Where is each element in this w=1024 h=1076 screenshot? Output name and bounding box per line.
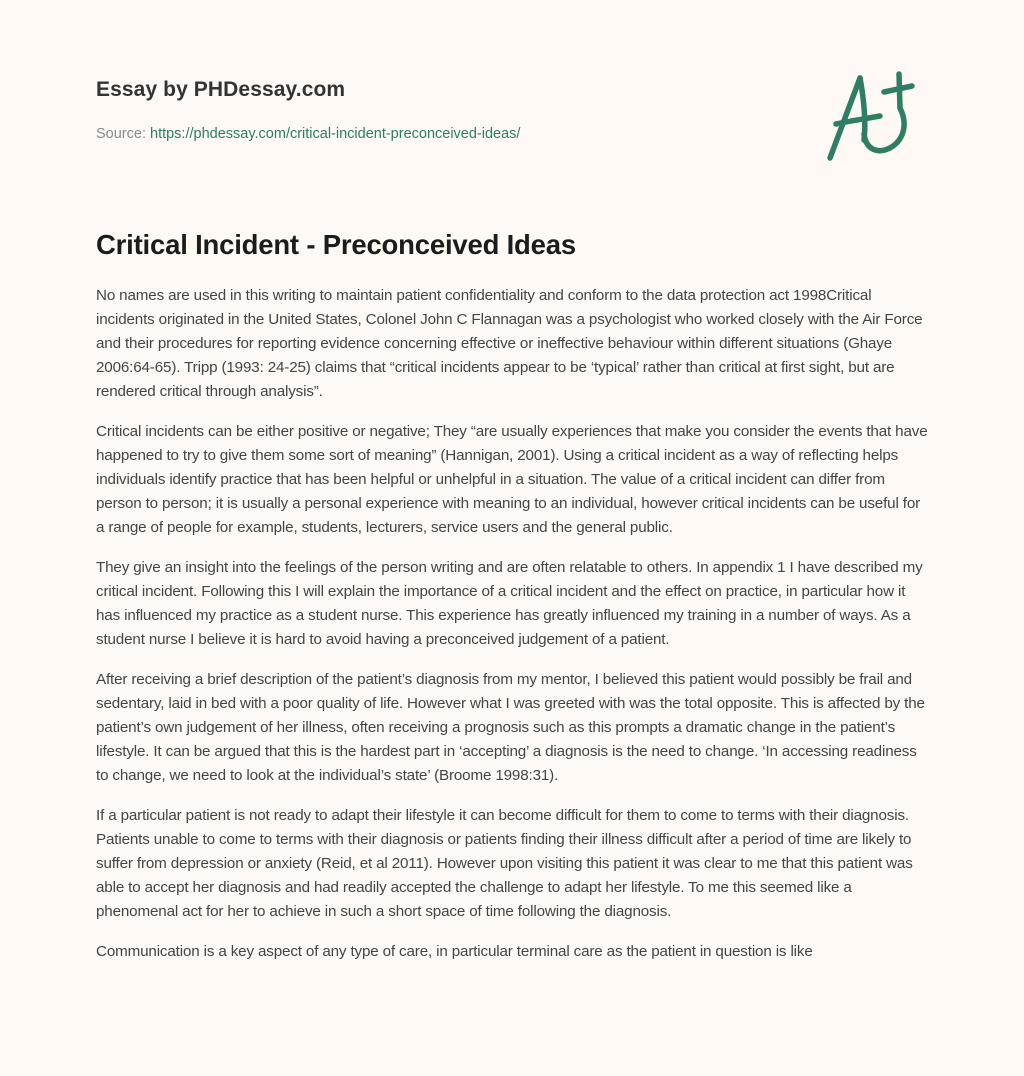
- source-link[interactable]: https://phdessay.com/critical-incident-preconceived-ideas/: [150, 126, 521, 142]
- source-label: Source:: [96, 126, 150, 142]
- paragraph: Communication is a key aspect of any type of care, in particular terminal care as the patient in question is like: [96, 943, 813, 960]
- paragraph: After receiving a brief description of the patient’s diagnosis from my mentor, I believed this patient would possibly be frail and sedentary, laid in bed with a poor quality of life. However what I was greeted with was the total opposite. This is affected by the patient’s own judgement of her illness, often receiving a prognosis such as this prompts a dramatic change in the patient’s lifestyle. It can be argued that this is the hardest part in ‘accepting’ a diagnosis is the need to change. ‘In accessing readiness to change, we need to look at the individual’s state’ (Broome 1998:31).: [96, 671, 925, 784]
- a-plus-grade-icon: [820, 64, 930, 168]
- paragraph: If a particular patient is not ready to adapt their lifestyle it can become difficult for them to come to terms with their diagnosis. Patients unable to come to terms with their diagnosis or patients finding their illness difficult after a period of time are likely to suffer from depression or anxiety (Reid, et al 2011). However upon visiting this patient it was clear to me that this patient was able to accept her diagnosis and had readily accepted the challenge to adapt her lifestyle. To me this seemed like a phenomenal act for her to achieve in such a short space of time following the diagnosis.: [96, 807, 913, 920]
- site-title: Essay by PHDessay.com: [96, 78, 346, 101]
- paragraph: They give an insight into the feelings of the person writing and are often relatable to others. In appendix 1 I have described my critical incident. Following this I will explain the importance of a critical incident and the effect on practice, in particular how it has influenced my practice as a student nurse. This experience has greatly influenced my training in a number of ways. As a student nurse I believe it is hard to avoid having a preconceived judgement of a patient.: [96, 559, 923, 648]
- document-title: Critical Incident - Preconceived Ideas: [96, 229, 576, 260]
- paragraph: Critical incidents can be either positive or negative; They “are usually experiences that make you consider the events that have happened to try to give them some sort of meaning” (Hannigan, 2001). Using a critical incident as a way of reflecting helps individuals identify practice that has been helpful or unhelpful in a situation. The value of a critical incident can differ from person to person; it is usually a personal experience with meaning to an individual, however critical incidents can be useful for a range of people for example, students, lecturers, service users and the general public.: [96, 423, 928, 536]
- page-header: [96, 76, 796, 144]
- source-line: [96, 124, 796, 144]
- essay-body: [96, 284, 932, 980]
- paragraph: No names are used in this writing to maintain patient confidentiality and conform to the data protection act 1998Critical incidents originated in the United States, Colonel John C Flannagan was a psychologist who worked closely with the Air Force and their procedures for reporting evidence concerning effective or ineffective behaviour within different situations (Ghaye 2006:64-65). Tripp (1993: 24-25) claims that “critical incidents appear to be ‘typical’ rather than critical at first sight, but are rendered critical through analysis”.: [96, 287, 923, 400]
